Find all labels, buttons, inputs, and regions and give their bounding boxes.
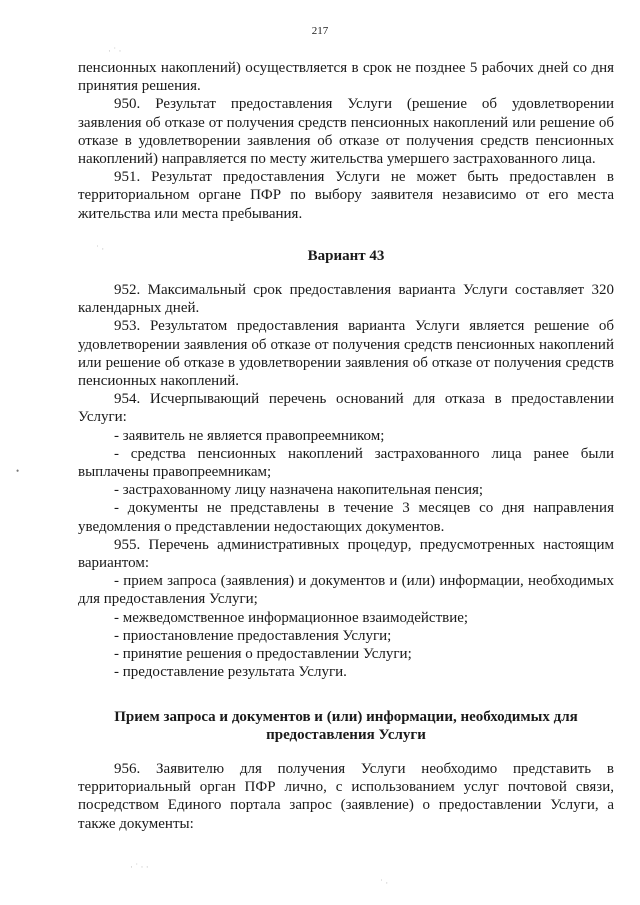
section-heading: Прием запроса и документов и (или) информации, необходимых для предоставления Услуги (114, 708, 578, 743)
list-item: - приостановление предоставления Услуги; (114, 627, 392, 644)
variant-heading: Вариант 43 (307, 247, 385, 264)
list-item: - средства пенсионных накоплений застрахованного лица ранее были выплачены правопреемникам; (78, 445, 614, 481)
document-body (78, 59, 614, 833)
list-item: - принятие решения о предоставлении Услуги; (114, 646, 412, 663)
paragraph-955: 955. Перечень административных процедур, предусмотренных настоящим вариантом: (78, 536, 614, 572)
list-item: - предоставление результата Услуги. (114, 664, 347, 681)
list-item: - межведомственное информационное взаимодействие; (114, 609, 469, 626)
page-number: 217 (311, 25, 329, 37)
list-item: - застрахованному лицу назначена накопительная пенсия; (114, 482, 484, 499)
scan-speck: · ˙ · (108, 46, 122, 56)
scan-speck: ˙ · (380, 878, 389, 888)
paragraph-954: 954. Исчерпывающий перечень оснований для отказа в предоставлении Услуги: (78, 391, 614, 426)
paragraph-956: 956. Заявителю для получения Услуги необходимо представить в территориальный орган ПФР лично, с использованием услуг почтовой связи, посредством Единого портала запрос (заявление) о предоставлении Услуги, а также документы: (78, 760, 614, 832)
paragraph-953: 953. Результатом предоставления варианта Услуги является решение об удовлетворении заявления об отказе от получения средств пенсионных накоплений или решение об отказе в удовлетворении заявления об отказе от получения средств пенсионных накоплений. (78, 318, 614, 390)
paragraph-950: 950. Результат предоставления Услуги (решение об удовлетворении заявления об отказе от получения средств пенсионных накоплений или решение об отказе в удовлетворении заявления об отказе от получения средств пенсионных накоплений) направляется по месту жительства умершего застрахованного лица. (78, 96, 614, 168)
list-item: - прием запроса (заявления) и документов и (или) информации, необходимых для предоставления Услуги; (78, 573, 614, 608)
scan-speck: • (16, 466, 20, 476)
list-item: - документы не представлены в течение 3 месяцев со дня направления уведомления о представлении недостающих документов. (78, 500, 614, 535)
paragraph-952: 952. Максимальный срок предоставления варианта Услуги составляет 320 календарных дней. (78, 282, 614, 317)
scan-speck: ˙ · (96, 244, 105, 254)
scan-speck: · ˙ · · (130, 862, 149, 872)
paragraph-continuation: пенсионных накоплений) осуществляется в срок не позднее 5 рабочих дней со дня принятия решения. (78, 60, 614, 95)
list-item: - заявитель не является правопреемником; (114, 427, 385, 444)
paragraph-951: 951. Результат предоставления Услуги не может быть предоставлен в территориальном органе ПФР по выбору заявителя независимо от его места жительства или места пребывания. (78, 169, 614, 222)
